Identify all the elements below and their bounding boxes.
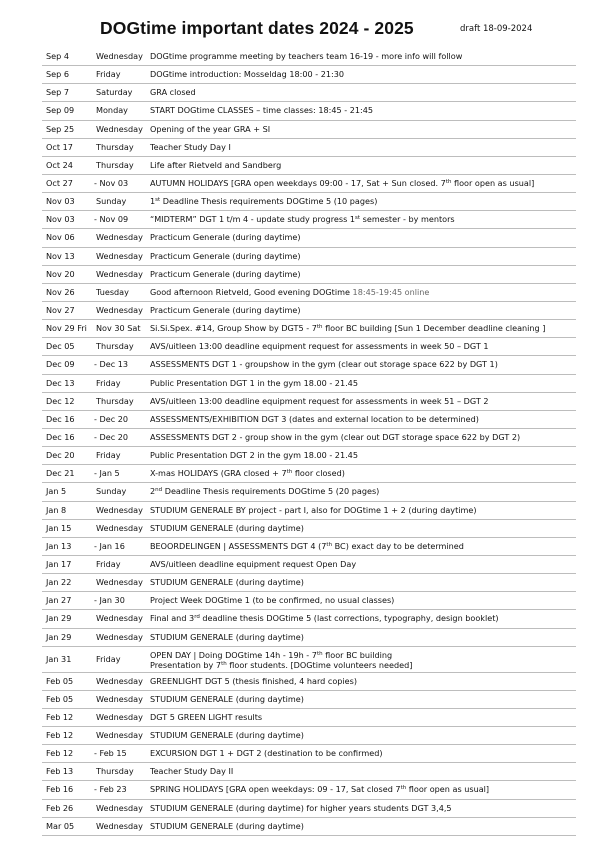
- row-day: - Jan 5: [94, 468, 120, 479]
- table-row: [42, 745, 576, 763]
- row-description: STUDIUM GENERALE (during daytime) for higher years students DGT 3,4,5: [150, 802, 452, 813]
- row-day: Wednesday: [96, 675, 143, 686]
- row-date: Jan 5: [46, 486, 67, 497]
- row-description: START DOGtime CLASSES – time classes: 18:45 - 21:45: [150, 105, 374, 116]
- table-row: [42, 647, 576, 673]
- row-day: Friday: [96, 558, 121, 569]
- row-description: Good afternoon Rietveld, Good evening DOGtime 18:45-19:45 online: [150, 286, 430, 297]
- row-description: ASSESSMENTS/EXHIBITION DGT 3 (dates and external location to be determined): [150, 413, 479, 424]
- row-description: STUDIUM GENERALE (during daytime): [150, 693, 304, 704]
- table-row: [42, 393, 576, 411]
- row-date: Mar 05: [46, 820, 75, 831]
- row-description: X-mas HOLIDAYS (GRA closed + 7th floor closed): [150, 468, 345, 479]
- row-day: Friday: [96, 653, 121, 664]
- table-row: [42, 520, 576, 538]
- row-description: Opening of the year GRA + SI: [150, 123, 271, 134]
- table-row: [42, 556, 576, 574]
- row-day: - Nov 03: [94, 177, 129, 188]
- row-date: Dec 05: [46, 341, 75, 352]
- table-row: [42, 193, 576, 211]
- row-description: GRA closed: [150, 87, 196, 98]
- table-row: [42, 84, 576, 102]
- row-date: Feb 16: [46, 784, 74, 795]
- table-row: [42, 483, 576, 501]
- row-date: Jan 29: [46, 613, 72, 624]
- row-date: Jan 17: [46, 558, 72, 569]
- row-date: Jan 29: [46, 631, 72, 642]
- table-row: [42, 175, 576, 193]
- row-date: Feb 05: [46, 693, 74, 704]
- row-description: 2nd Deadline Thesis requirements DOGtime 5 (20 pages): [150, 486, 380, 497]
- row-description: STUDIUM GENERALE (during daytime): [150, 820, 304, 831]
- row-day: Friday: [96, 69, 121, 80]
- row-date: Dec 09: [46, 359, 75, 370]
- table-row: [42, 302, 576, 320]
- row-description: STUDIUM GENERALE (during daytime): [150, 730, 304, 741]
- row-day: - Dec 20: [94, 413, 129, 424]
- row-day: Wednesday: [96, 820, 143, 831]
- row-day: Wednesday: [96, 631, 143, 642]
- row-day: Friday: [96, 450, 121, 461]
- table-row: [42, 356, 576, 374]
- row-day: Thursday: [96, 159, 134, 170]
- table-row: [42, 157, 576, 175]
- table-row: [42, 727, 576, 745]
- row-description: EXCURSION DGT 1 + DGT 2 (destination to be confirmed): [150, 748, 383, 759]
- row-day: - Feb 15: [94, 748, 127, 759]
- row-description: STUDIUM GENERALE (during daytime): [150, 522, 304, 533]
- row-date: Nov 26: [46, 286, 75, 297]
- row-description: Life after Rietveld and Sandberg: [150, 159, 282, 170]
- row-date: Dec 12: [46, 395, 75, 406]
- row-day: Wednesday: [96, 250, 143, 261]
- table-row: [42, 538, 576, 556]
- page-title: DOGtime important dates 2024 - 2025: [100, 18, 414, 38]
- row-date: Sep 09: [46, 105, 75, 116]
- row-date: Nov 03: [46, 196, 75, 207]
- table-row: [42, 781, 576, 799]
- row-description: SPRING HOLIDAYS [GRA open weekdays: 09 - 17, Sat closed 7th floor open as usual]: [150, 784, 490, 795]
- row-description: Final and 3rd deadline thesis DOGtime 5 (last corrections, typography, design booklet): [150, 613, 499, 624]
- draft-date: draft 18-09-2024: [460, 24, 533, 34]
- row-date: Nov 03: [46, 214, 75, 225]
- row-date: Sep 25: [46, 123, 75, 134]
- row-date: Sep 6: [46, 69, 69, 80]
- row-date: Oct 17: [46, 141, 73, 152]
- table-row: [42, 673, 576, 691]
- row-date: Nov 13: [46, 250, 75, 261]
- row-description: “MIDTERM” DGT 1 t/m 4 - update study progress 1st semester - by mentors: [150, 214, 455, 225]
- table-row: [42, 48, 576, 66]
- row-date: Feb 26: [46, 802, 74, 813]
- row-description: AUTUMN HOLIDAYS [GRA open weekdays 09:00 - 17, Sat + Sun closed. 7th floor open as usual]: [150, 177, 535, 188]
- row-day: Wednesday: [96, 123, 143, 134]
- row-day: Wednesday: [96, 268, 143, 279]
- row-day: Wednesday: [96, 522, 143, 533]
- table-row: [42, 121, 576, 139]
- row-day: Nov 30 Sat: [96, 323, 141, 334]
- row-day: Wednesday: [96, 504, 143, 515]
- row-description: ASSESSMENTS DGT 1 - groupshow in the gym (clear out storage space 622 by DGT 1): [150, 359, 498, 370]
- table-row: [42, 691, 576, 709]
- row-description: Project Week DOGtime 1 (to be confirmed, no usual classes): [150, 595, 395, 606]
- table-row: [42, 629, 576, 647]
- table-row: [42, 338, 576, 356]
- row-description: AVS/uitleen 13:00 deadline equipment request for assessments in week 50 – DGT 1: [150, 341, 489, 352]
- row-date: Sep 4: [46, 51, 69, 61]
- row-day: Wednesday: [96, 802, 143, 813]
- row-day: - Dec 13: [94, 359, 129, 370]
- table-row: [42, 429, 576, 447]
- row-date: Dec 16: [46, 413, 75, 424]
- row-description: DOGtime programme meeting by teachers team 16-19 - more info will follow: [150, 51, 463, 61]
- row-day: Thursday: [96, 141, 134, 152]
- row-description: Teacher Study Day I: [150, 141, 231, 152]
- row-date: Feb 13: [46, 766, 74, 777]
- row-day: - Jan 30: [94, 595, 125, 606]
- row-description: STUDIUM GENERALE (during daytime): [150, 577, 304, 588]
- row-day: Wednesday: [96, 693, 143, 704]
- row-day: Friday: [96, 377, 121, 388]
- row-day: Wednesday: [96, 613, 143, 624]
- table-row: [42, 502, 576, 520]
- table-row: [42, 320, 576, 338]
- row-day: - Nov 09: [94, 214, 129, 225]
- row-day: Sunday: [96, 196, 127, 207]
- row-date: Oct 24: [46, 159, 73, 170]
- table-row: [42, 211, 576, 229]
- row-note: 18:45-19:45 online: [349, 286, 430, 297]
- row-day: Thursday: [96, 395, 134, 406]
- row-date: Feb 05: [46, 675, 74, 686]
- row-day: - Jan 16: [94, 540, 125, 551]
- row-date: Oct 27: [46, 177, 73, 188]
- row-day: Wednesday: [96, 730, 143, 741]
- row-date: Dec 16: [46, 431, 75, 442]
- row-date: Nov 27: [46, 304, 75, 315]
- row-date: Nov 20: [46, 268, 75, 279]
- table-row: [42, 229, 576, 247]
- row-description: Public Presentation DGT 2 in the gym 18.00 - 21.45: [150, 450, 358, 461]
- row-description: 1st Deadline Thesis requirements DOGtime 5 (10 pages): [150, 196, 378, 207]
- row-date: Jan 8: [46, 504, 67, 515]
- row-date: Dec 21: [46, 468, 75, 479]
- table-row: [42, 66, 576, 84]
- page-header: [0, 18, 595, 44]
- row-description: Practicum Generale (during daytime): [150, 232, 301, 243]
- table-row: [42, 102, 576, 120]
- row-description: AVS/uitleen 13:00 deadline equipment request for assessments in week 51 – DGT 2: [150, 395, 489, 406]
- row-date: Nov 29 Fri: [46, 323, 87, 334]
- row-date: Sep 7: [46, 87, 69, 98]
- table-row: [42, 411, 576, 429]
- table-row: [42, 800, 576, 818]
- row-day: Monday: [96, 105, 128, 116]
- row-day: Saturday: [96, 87, 133, 98]
- row-date: Feb 12: [46, 730, 74, 741]
- row-day: Wednesday: [96, 577, 143, 588]
- table-row: [42, 375, 576, 393]
- row-date: Jan 27: [46, 595, 72, 606]
- row-date: Jan 31: [46, 653, 72, 664]
- row-description: Practicum Generale (during daytime): [150, 304, 301, 315]
- row-description: Practicum Generale (during daytime): [150, 250, 301, 261]
- row-date: Dec 20: [46, 450, 75, 461]
- row-day: Thursday: [96, 766, 134, 777]
- row-description: OPEN DAY | Doing DOGtime 14h - 19h - 7th floor BC building Presentation by 7th floor students. [DOGtime volunteers needed]: [150, 649, 413, 670]
- row-description: Public Presentation DGT 1 in the gym 18.00 - 21.45: [150, 377, 358, 388]
- dates-table: [42, 48, 576, 836]
- row-date: Feb 12: [46, 711, 74, 722]
- row-date: Jan 15: [46, 522, 72, 533]
- row-day: Wednesday: [96, 711, 143, 722]
- table-row: [42, 248, 576, 266]
- row-description: GREENLIGHT DGT 5 (thesis finished, 4 hard copies): [150, 675, 358, 686]
- row-description: DGT 5 GREEN LIGHT results: [150, 711, 263, 722]
- row-description: STUDIUM GENERALE (during daytime): [150, 631, 304, 642]
- table-row: [42, 465, 576, 483]
- table-row: [42, 818, 576, 836]
- row-day: Wednesday: [96, 232, 143, 243]
- row-day: Tuesday: [96, 286, 129, 297]
- row-day: Sunday: [96, 486, 127, 497]
- row-day: Wednesday: [96, 304, 143, 315]
- row-description: BEOORDELINGEN | ASSESSMENTS DGT 4 (7th BC) exact day to be determined: [150, 540, 464, 551]
- table-row: [42, 709, 576, 727]
- row-date: Feb 12: [46, 748, 74, 759]
- row-description: Si.Si.Spex. #14, Group Show by DGT5 - 7th floor BC building [Sun 1 December deadline cleaning ]: [150, 323, 546, 334]
- row-description: STUDIUM GENERALE BY project - part I, also for DOGtime 1 + 2 (during daytime): [150, 504, 477, 515]
- table-row: [42, 284, 576, 302]
- table-row: [42, 139, 576, 157]
- row-date: Dec 13: [46, 377, 75, 388]
- table-row: [42, 592, 576, 610]
- table-row: [42, 610, 576, 628]
- row-day: - Dec 20: [94, 431, 129, 442]
- table-row: [42, 763, 576, 781]
- table-row: [42, 266, 576, 284]
- row-description: AVS/uitleen deadline equipment request Open Day: [150, 558, 357, 569]
- row-description: Practicum Generale (during daytime): [150, 268, 301, 279]
- row-date: Nov 06: [46, 232, 75, 243]
- row-day: Wednesday: [96, 51, 143, 61]
- row-date: Jan 13: [46, 540, 72, 551]
- table-row: [42, 447, 576, 465]
- table-row: [42, 574, 576, 592]
- row-description: Teacher Study Day II: [150, 766, 234, 777]
- row-description: ASSESSMENTS DGT 2 - group show in the gym (clear out DGT storage space 622 by DGT 2): [150, 431, 521, 442]
- row-date: Jan 22: [46, 577, 72, 588]
- row-description: DOGtime introduction: Mosseldag 18:00 - 21:30: [150, 69, 345, 80]
- row-day: - Feb 23: [94, 784, 127, 795]
- row-day: Thursday: [96, 341, 134, 352]
